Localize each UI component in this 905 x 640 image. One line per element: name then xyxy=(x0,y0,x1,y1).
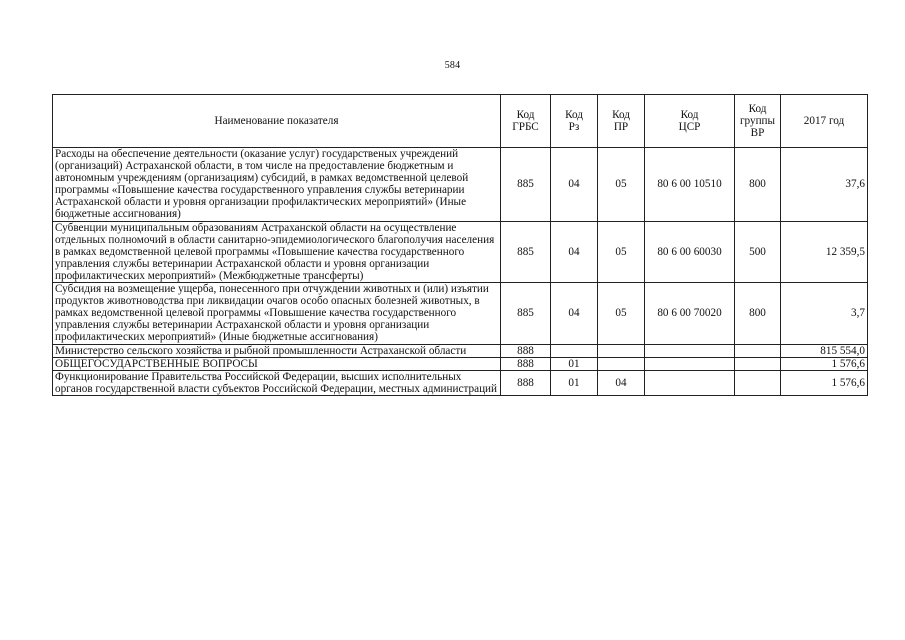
cell-rz: 01 xyxy=(551,357,598,370)
header-grbs: Код ГРБС xyxy=(501,95,551,148)
cell-csr xyxy=(645,370,735,395)
budget-table xyxy=(52,94,868,396)
page-number: 584 xyxy=(444,60,461,71)
cell-vr: 800 xyxy=(735,283,781,344)
cell-pr: 05 xyxy=(598,283,645,344)
cell-grbs: 888 xyxy=(501,370,551,395)
cell-csr xyxy=(645,357,735,370)
cell-csr: 80 6 00 10510 xyxy=(645,148,735,222)
cell-vr xyxy=(735,357,781,370)
cell-pr: 05 xyxy=(598,148,645,222)
cell-name: Расходы на обеспечение деятельности (оказание услуг) государственых учреждений (организаций) Астраханской области, в том числе на предоставление бюджетным и автономным учреждениям (организациям) субсидий, в рамках ведомственной целевой программы «Повышение качества государственного управления службы ветеринарии Астраханской области и уровня организации профилактических мероприятий» (Иные бюджетные ассигнования) xyxy=(53,148,501,222)
cell-rz: 01 xyxy=(551,370,598,395)
cell-name: Субсидия на возмещение ущерба, понесенного при отчуждении животных и (или) изъятии продуктов животноводства при ликвидации очагов особо опасных болезней животных, в рамках ведомственной целевой программы «Повышение качества государственного управления службы ветеринарии Астраханской области и уровня организации профилактических мероприятий» (Иные бюджетные ассигнования) xyxy=(53,283,501,344)
cell-pr xyxy=(598,344,645,357)
cell-rz: 04 xyxy=(551,221,598,282)
header-rz: Код Рз xyxy=(551,95,598,148)
cell-grbs: 885 xyxy=(501,283,551,344)
cell-rz: 04 xyxy=(551,148,598,222)
cell-grbs: 888 xyxy=(501,344,551,357)
cell-name: Министерство сельского хозяйства и рыбной промышленности Астраханской области xyxy=(53,344,501,357)
cell-csr: 80 6 00 70020 xyxy=(645,283,735,344)
header-name: Наименование показателя xyxy=(53,95,501,148)
cell-name: Субвенции муниципальным образованиям Астраханской области на осуществление отдельных полномочий в области санитарно-эпидемиологического благополучия населения в рамках ведомственной целевой программы «Повышение качества государственного управления службы ветеринарии Астраханской области и уровня организации профилактических мероприятий» (Межбюджетные трансферты) xyxy=(53,221,501,282)
cell-rz xyxy=(551,344,598,357)
cell-name: ОБЩЕГОСУДАРСТВЕННЫЕ ВОПРОСЫ xyxy=(53,357,501,370)
cell-pr: 05 xyxy=(598,221,645,282)
cell-csr: 80 6 00 60030 xyxy=(645,221,735,282)
table-row xyxy=(53,370,868,395)
cell-pr: 04 xyxy=(598,370,645,395)
table-row xyxy=(53,148,868,222)
cell-grbs: 885 xyxy=(501,148,551,222)
cell-amount: 37,6 xyxy=(781,148,868,222)
header-csr: Код ЦСР xyxy=(645,95,735,148)
table-row xyxy=(53,221,868,282)
header-year: 2017 год xyxy=(781,95,868,148)
header-pr: Код ПР xyxy=(598,95,645,148)
cell-amount: 12 359,5 xyxy=(781,221,868,282)
table-row xyxy=(53,344,868,357)
cell-amount: 815 554,0 xyxy=(781,344,868,357)
table-row xyxy=(53,357,868,370)
cell-vr: 800 xyxy=(735,148,781,222)
cell-amount: 3,7 xyxy=(781,283,868,344)
cell-grbs: 888 xyxy=(501,357,551,370)
cell-rz: 04 xyxy=(551,283,598,344)
header-vr: Код группы ВР xyxy=(735,95,781,148)
cell-vr xyxy=(735,344,781,357)
cell-amount: 1 576,6 xyxy=(781,370,868,395)
cell-vr: 500 xyxy=(735,221,781,282)
cell-name: Функционирование Правительства Российской Федерации, высших исполнительных органов государственной власти субъектов Российской Федерации, местных администраций xyxy=(53,370,501,395)
cell-amount: 1 576,6 xyxy=(781,357,868,370)
table-row xyxy=(53,283,868,344)
cell-grbs: 885 xyxy=(501,221,551,282)
cell-vr xyxy=(735,370,781,395)
header-row xyxy=(53,95,868,148)
cell-csr xyxy=(645,344,735,357)
cell-pr xyxy=(598,357,645,370)
